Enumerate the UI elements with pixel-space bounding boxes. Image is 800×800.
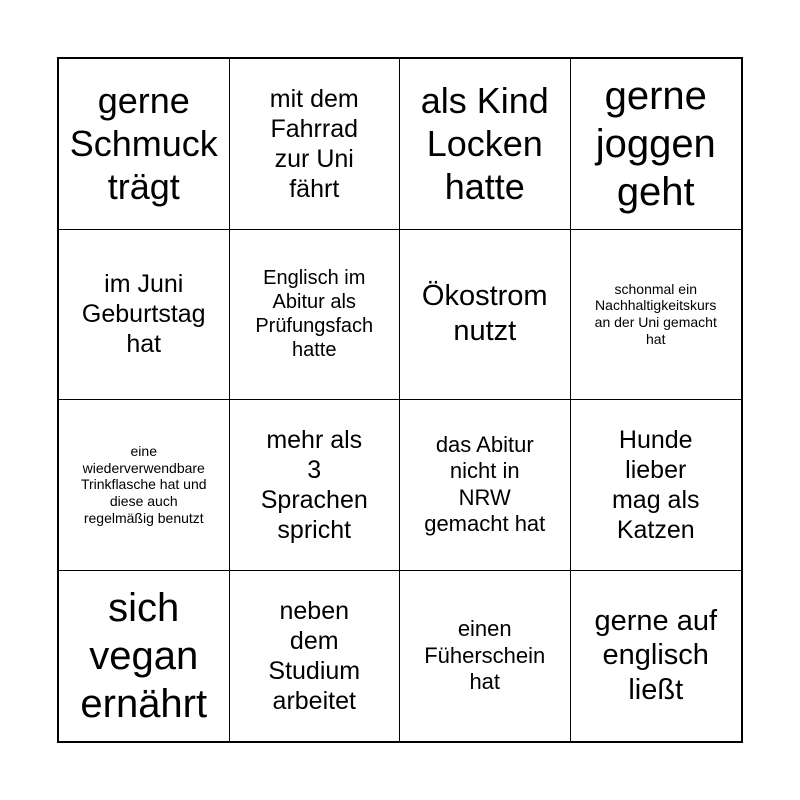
- cell-text: [422, 279, 548, 349]
- bingo-cell[interactable]: [571, 400, 742, 571]
- cell-line: Trinkflasche hat und: [80, 476, 207, 493]
- cell-line: Sprachen: [260, 485, 368, 514]
- cell-line: sich: [108, 585, 180, 630]
- cell-text: [594, 604, 717, 708]
- cell-line: gerne: [97, 79, 190, 121]
- cell-line: hat: [646, 331, 666, 348]
- cell-line: mehr als: [266, 425, 363, 454]
- cell-line: Hunde: [618, 425, 693, 454]
- cell-line: dem: [289, 626, 339, 655]
- cell-line: an der Uni gemacht: [594, 314, 717, 331]
- cell-line: einen: [457, 616, 512, 642]
- cell-line: Ökostrom: [421, 280, 548, 313]
- cell-line: regelmäßig benutzt: [83, 509, 204, 526]
- cell-line: spricht: [277, 515, 352, 544]
- cell-line: gemacht hat: [424, 511, 546, 537]
- cell-line: das Abitur: [435, 431, 534, 457]
- cell-line: hatte: [444, 166, 525, 208]
- cell-line: mit dem: [269, 84, 359, 113]
- cell-line: Englisch im: [263, 267, 366, 290]
- bingo-cell[interactable]: [571, 571, 742, 742]
- cell-line: Katzen: [616, 515, 695, 544]
- cell-line: Geburtstag: [81, 300, 206, 329]
- cell-line: Fahrrad: [270, 114, 359, 143]
- cell-line: englisch: [602, 639, 709, 672]
- bingo-cell[interactable]: [59, 230, 230, 401]
- bingo-cell[interactable]: [59, 59, 230, 230]
- bingo-cell[interactable]: [571, 59, 742, 230]
- cell-text: [261, 425, 368, 545]
- cell-line: nutzt: [453, 315, 517, 348]
- cell-text: [424, 432, 545, 538]
- cell-line: Nachhaltigkeitskurs: [595, 297, 717, 314]
- cell-line: gerne: [604, 73, 707, 118]
- cell-text: [82, 269, 206, 359]
- bingo-cell[interactable]: [400, 230, 571, 401]
- cell-line: joggen: [595, 121, 716, 166]
- cell-line: Studium: [268, 656, 361, 685]
- bingo-cell[interactable]: [59, 571, 230, 742]
- cell-line: hatte: [292, 339, 337, 362]
- cell-line: im Juni: [104, 270, 184, 299]
- bingo-board: [57, 57, 743, 743]
- cell-text: [424, 616, 545, 695]
- cell-line: ernährt: [80, 681, 208, 726]
- bingo-cell[interactable]: [230, 230, 401, 401]
- cell-line: geht: [616, 169, 695, 214]
- cell-line: lieber: [625, 455, 687, 484]
- cell-text: [596, 72, 716, 216]
- cell-text: [270, 84, 359, 204]
- cell-line: nicht in: [449, 458, 520, 484]
- cell-line: Abitur als: [272, 291, 356, 314]
- cell-line: Schmuck: [69, 123, 218, 165]
- cell-line: wiederverwendbare: [82, 459, 205, 476]
- cell-line: Füherschein: [424, 642, 546, 668]
- cell-text: [268, 596, 360, 716]
- cell-line: hat: [469, 668, 501, 694]
- cell-line: schonmal ein: [614, 280, 697, 297]
- cell-line: trägt: [107, 166, 180, 208]
- cell-line: neben: [279, 596, 350, 625]
- cell-line: vegan: [89, 633, 199, 678]
- bingo-cell[interactable]: [59, 400, 230, 571]
- cell-line: Locken: [426, 123, 543, 165]
- cell-line: NRW: [458, 484, 511, 510]
- bingo-cell[interactable]: [230, 571, 401, 742]
- cell-line: diese auch: [109, 493, 178, 510]
- bingo-cell[interactable]: [400, 571, 571, 742]
- cell-line: Prüfungsfach: [255, 315, 374, 338]
- cell-line: mag als: [611, 485, 700, 514]
- cell-text: [612, 425, 700, 545]
- bingo-cell[interactable]: [571, 230, 742, 401]
- cell-line: 3: [307, 455, 322, 484]
- bingo-cell[interactable]: [230, 59, 401, 230]
- cell-line: als Kind: [420, 79, 549, 121]
- bingo-cell[interactable]: [400, 400, 571, 571]
- bingo-cell[interactable]: [400, 59, 571, 230]
- cell-text: [421, 79, 549, 209]
- bingo-cell[interactable]: [230, 400, 401, 571]
- cell-line: fährt: [289, 174, 340, 203]
- cell-line: ließt: [628, 674, 684, 707]
- cell-text: [81, 443, 207, 527]
- cell-line: eine: [130, 442, 157, 459]
- cell-line: arbeitet: [272, 686, 356, 715]
- cell-line: gerne auf: [594, 604, 718, 637]
- cell-text: [70, 79, 218, 209]
- cell-text: [80, 584, 207, 728]
- cell-line: zur Uni: [274, 144, 354, 173]
- cell-text: [255, 266, 373, 362]
- cell-text: [595, 281, 717, 348]
- cell-line: hat: [126, 330, 162, 359]
